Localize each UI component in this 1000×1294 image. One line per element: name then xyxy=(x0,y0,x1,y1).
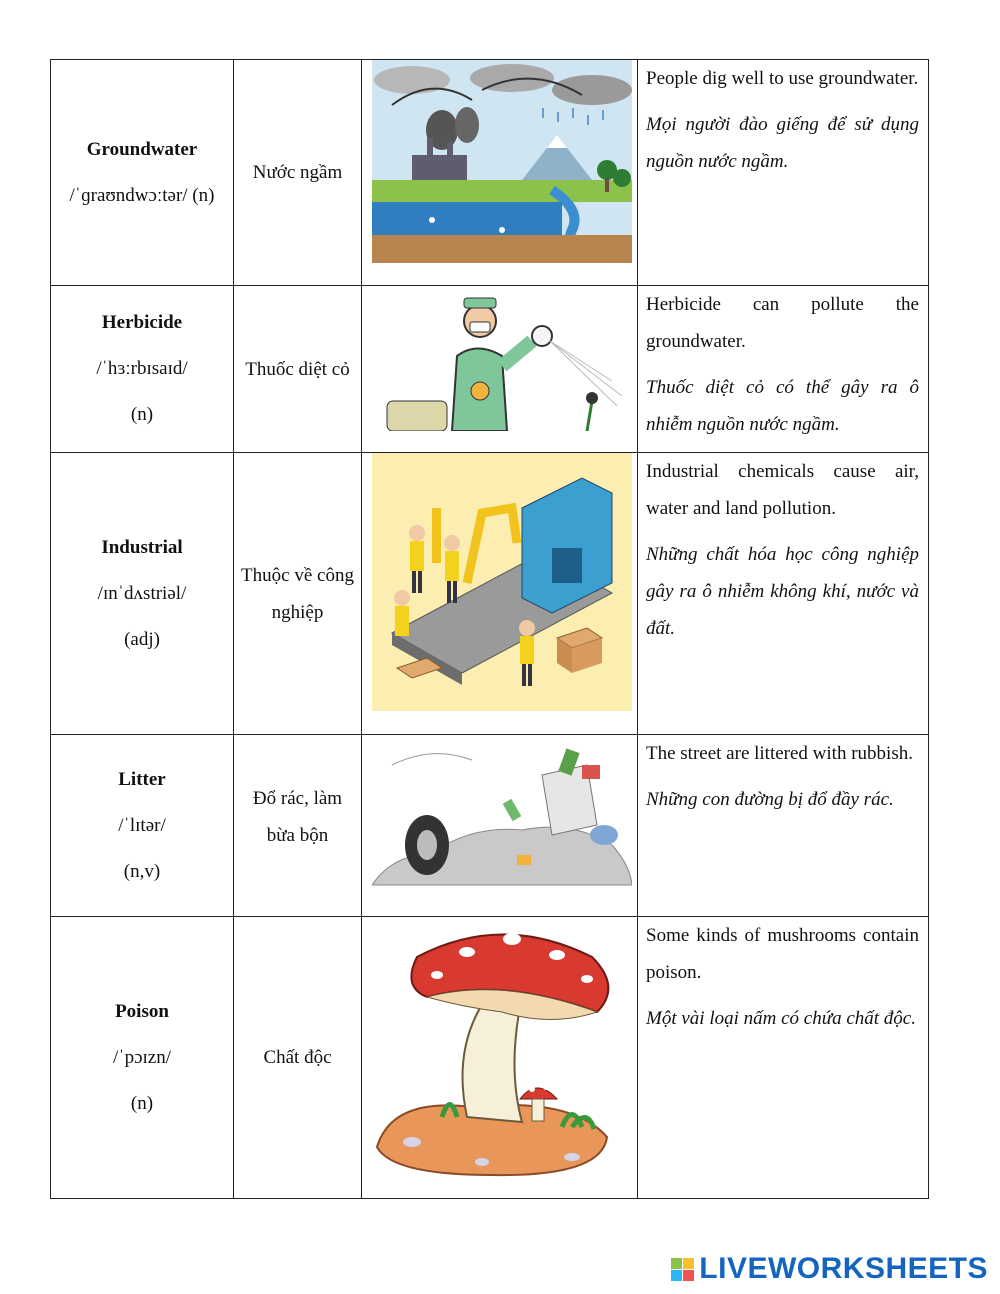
image-cell xyxy=(362,453,638,735)
example-vietnamese: Một vài loại nấm có chứa chất độc. xyxy=(646,1008,916,1029)
word-phonetic: /ˈpɔɪzn/ xyxy=(112,1046,172,1068)
word-cell xyxy=(51,735,234,917)
table-row xyxy=(51,917,929,1199)
example-cell xyxy=(638,286,929,453)
word-phonetic: /ˈlɪtər/ xyxy=(118,814,166,836)
example-cell xyxy=(638,735,929,917)
example-cell xyxy=(638,917,929,1199)
meaning-cell: Đổ rác, làm bừa bộn xyxy=(234,735,362,917)
word-term: Industrial xyxy=(101,536,183,558)
word-phonetic: /ˈhɜːrbɪsaɪd/ xyxy=(96,358,188,379)
image-cell xyxy=(362,735,638,917)
word-part-of-speech: (n,v) xyxy=(123,860,161,882)
poison-mushroom-image xyxy=(372,917,632,1179)
word-part-of-speech: (n) xyxy=(130,404,154,425)
factory-conveyor-image xyxy=(372,453,632,711)
word-phonetic: /ɪnˈdʌstriəl/ xyxy=(97,582,187,604)
word-cell xyxy=(51,286,234,453)
example-cell xyxy=(638,453,929,735)
example-english: People dig well to use groundwater. xyxy=(646,68,919,89)
word-term: Litter xyxy=(118,768,166,790)
word-cell xyxy=(51,453,234,735)
garbage-pile-image xyxy=(372,735,632,895)
image-cell xyxy=(362,286,638,453)
vocabulary-table xyxy=(50,59,929,1199)
example-vietnamese: Những con đường bị đổ đầy rác. xyxy=(646,789,894,810)
liveworksheets-logo xyxy=(671,1252,988,1286)
table-row xyxy=(51,286,929,453)
word-part-of-speech: (n) xyxy=(130,1092,154,1114)
example-english: Some kinds of mushrooms contain poison. xyxy=(646,925,919,983)
meaning-cell: Thuốc diệt cỏ xyxy=(234,286,362,453)
table-row xyxy=(51,453,929,735)
word-cell xyxy=(51,917,234,1199)
word-term: Herbicide xyxy=(101,312,183,333)
example-cell xyxy=(638,60,929,286)
herbicide-worker-image xyxy=(382,286,622,431)
example-vietnamese: Mọi người đào giếng để sử dụng nguồn nước ngầm. xyxy=(646,114,919,172)
example-vietnamese: Thuốc diệt cỏ có thể gây ra ô nhiễm nguồn nước ngầm. xyxy=(646,377,919,435)
word-part-of-speech: (adj) xyxy=(124,628,160,650)
table-row xyxy=(51,60,929,286)
example-english: Industrial chemicals cause air, water and land pollution. xyxy=(646,461,919,519)
word-phonetic: /ˈɡraʊndwɔːtər/ (n) xyxy=(69,184,215,206)
image-cell xyxy=(362,917,638,1199)
meaning-cell: Chất độc xyxy=(234,917,362,1199)
meaning-cell: Thuộc về công nghiệp xyxy=(234,453,362,735)
logo-icon xyxy=(671,1258,694,1281)
word-cell xyxy=(51,60,234,286)
word-term: Poison xyxy=(115,1000,169,1022)
meaning-cell: Nước ngầm xyxy=(234,60,362,286)
word-term: Groundwater xyxy=(86,138,198,160)
example-english: The street are littered with rubbish. xyxy=(646,743,913,764)
example-vietnamese: Những chất hóa học công nghiệp gây ra ô nhiễm không khí, nước và đất. xyxy=(646,544,919,639)
table-row xyxy=(51,735,929,917)
brand-name: LIVEWORKSHEETS xyxy=(699,1252,988,1285)
example-english: Herbicide can pollute the groundwater. xyxy=(646,294,919,352)
image-cell xyxy=(362,60,638,286)
water-cycle-image xyxy=(372,60,632,263)
